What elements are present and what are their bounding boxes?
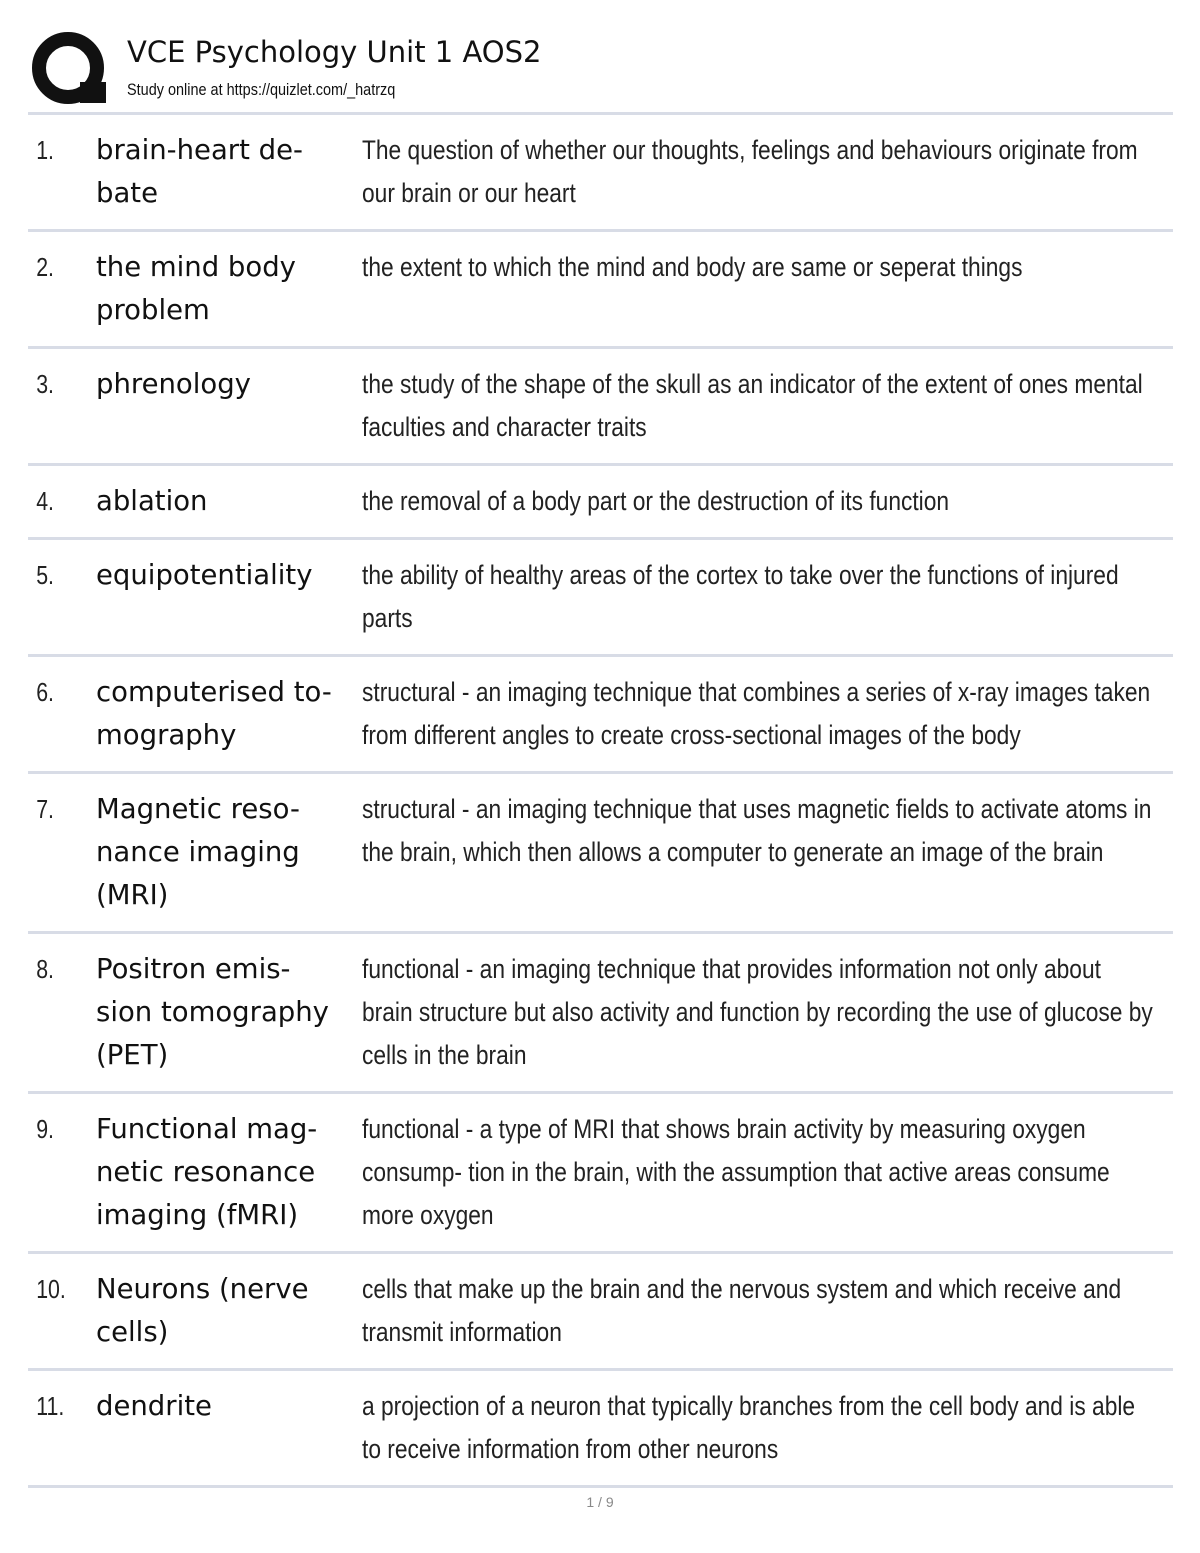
list-item [28,232,1173,349]
list-item [28,540,1173,657]
item-number: 11. [36,1391,65,1421]
item-number: 3. [36,369,54,399]
item-term: Neurons (nerve cells) [96,1273,309,1348]
page-number: 1 / 9 [586,1494,614,1510]
list-item [28,1371,1173,1488]
item-number: 7. [36,794,54,824]
list-item [28,349,1173,466]
item-definition: cells that make up the brain and the nervous system and which receive and transmit information [362,1274,1122,1347]
item-definition: the ability of healthy areas of the cortex to take over the functions of injured parts [362,560,1119,633]
item-term: Magnetic reso- nance imaging (MRI) [96,793,300,911]
item-term: ablation [96,485,208,517]
item-term: equipotentiality [96,559,313,591]
item-term: computerised to- mography [96,676,332,751]
item-definition: a projection of a neuron that typically branches from the cell body and is able to receive information from other neurons [362,1391,1136,1464]
list-item [28,934,1173,1094]
item-term: dendrite [96,1390,212,1422]
list-item [28,1094,1173,1254]
study-online-link[interactable]: Study online at https://quizlet.com/_hatrzq [127,80,396,99]
list-item [28,657,1173,774]
document-title: VCE Psychology Unit 1 AOS2 [127,35,542,69]
item-number: 6. [36,677,54,707]
item-number: 1. [36,135,54,165]
item-term: phrenology [96,368,251,400]
flashcard-list [28,112,1173,1488]
item-definition: The question of whether our thoughts, feelings and behaviours originate from our brain or our heart [362,135,1138,208]
item-term: Positron emis- sion tomography (PET) [96,953,329,1071]
item-definition: structural - an imaging technique that combines a series of x-ray images taken from different angles to create cross-sectional images of the body [362,677,1151,750]
item-definition: the study of the shape of the skull as an indicator of the extent of ones mental faculties and character traits [362,369,1143,442]
item-term: brain-heart de- bate [96,134,303,209]
item-number: 5. [36,560,54,590]
item-number: 2. [36,252,54,282]
item-number: 10. [36,1274,66,1304]
item-number: 9. [36,1114,54,1144]
document-header [30,30,1172,110]
list-item [28,1254,1173,1371]
quizlet-logo-icon [30,30,110,110]
item-number: 4. [36,486,54,516]
list-item [28,466,1173,540]
item-definition: structural - an imaging technique that uses magnetic fields to activate atoms in the brain, which then allows a computer to generate an image of the brain [362,794,1152,867]
list-item [28,115,1173,232]
item-definition: the extent to which the mind and body are same or seperat things [362,252,1023,282]
list-item [28,774,1173,934]
item-definition: the removal of a body part or the destruction of its function [362,486,950,516]
item-term: the mind body problem [96,251,296,326]
item-definition: functional - an imaging technique that provides information not only about brain structure but also activity and function by recording the use of glucose by cells in the brain [362,954,1153,1070]
item-number: 8. [36,954,54,984]
item-term: Functional mag- netic resonance imaging (fMRI) [96,1113,318,1231]
item-definition: functional - a type of MRI that shows brain activity by measuring oxygen consump- tion in the brain, with the assumption that active areas consume more oxygen [362,1114,1110,1230]
